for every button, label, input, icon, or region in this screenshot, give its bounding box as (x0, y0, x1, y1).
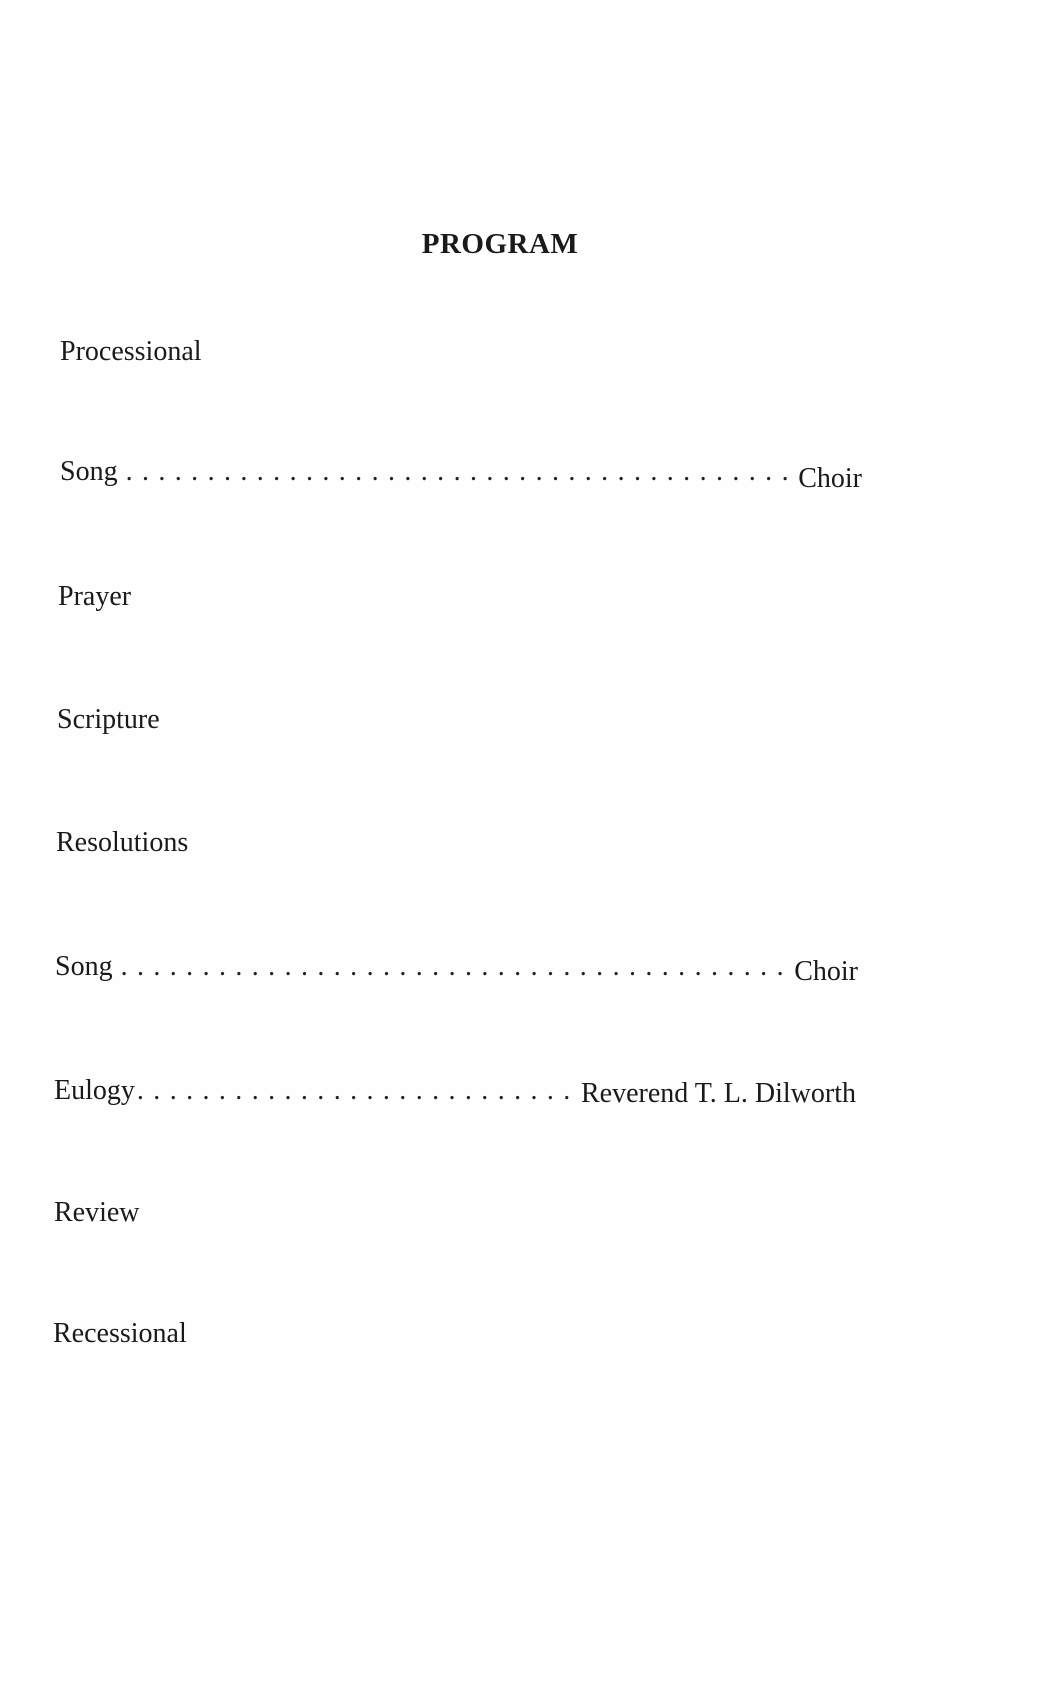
program-item-song-1 (60, 456, 862, 494)
item-name: Recessional (53, 1318, 187, 1349)
dot-leader (118, 456, 799, 488)
dot-leader (135, 1075, 581, 1107)
program-title: PROGRAM (421, 228, 579, 260)
program-item-processional (60, 336, 310, 368)
item-name: Resolutions (56, 827, 189, 858)
item-name: Song (60, 456, 118, 487)
program-item-review (54, 1197, 304, 1229)
program-item-prayer (58, 581, 308, 613)
item-performer: Choir (798, 463, 862, 494)
item-performer: Reverend T. L. Dilworth (580, 1078, 856, 1109)
program-item-recessional (53, 1318, 303, 1350)
program-item-resolutions (56, 827, 306, 859)
program-item-song-2 (55, 951, 858, 987)
item-name: Review (54, 1197, 140, 1228)
item-name: Processional (60, 336, 202, 367)
item-name: Scripture (57, 704, 160, 735)
item-name: Song (55, 951, 113, 982)
item-performer: Choir (794, 956, 858, 987)
item-name: Prayer (58, 581, 132, 612)
program-item-scripture (57, 704, 307, 736)
item-name: Eulogy (54, 1075, 135, 1106)
program-item-eulogy (54, 1075, 856, 1107)
dot-leader (113, 951, 795, 983)
